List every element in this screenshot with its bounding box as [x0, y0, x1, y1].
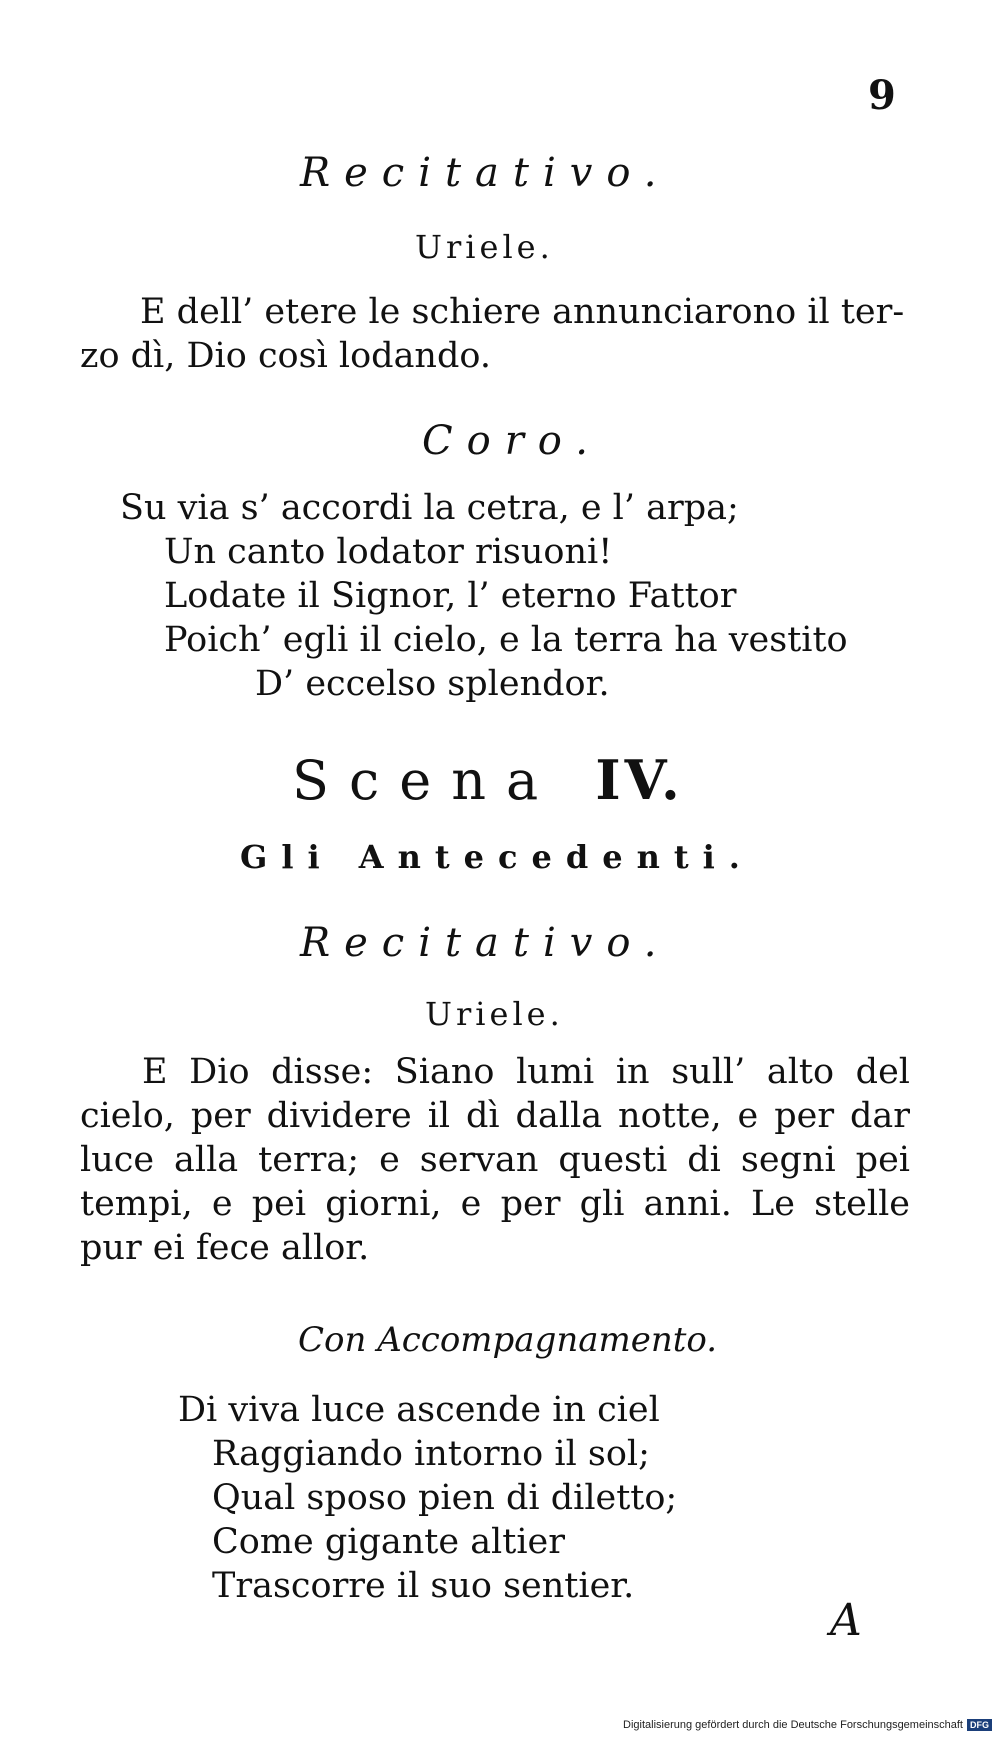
section-heading-recitativo: Recitativo. [300, 150, 671, 196]
section-heading-accompagnamento: Con Accompagnamento. [298, 1320, 718, 1360]
text-line: zo dì, Dio così lodando. [80, 336, 491, 376]
footer-text: Digitalisierung gefördert durch die Deutsche Forschungsgemeinschaft [623, 1719, 963, 1731]
verse-line: Trascorre il suo sentier. [212, 1566, 635, 1606]
section-heading-recitativo: Recitativo. [300, 920, 671, 966]
speaker-name: Uriele. [415, 228, 554, 266]
scene-title-word: Scena [292, 749, 559, 812]
verse-line: Raggiando intorno il sol; [212, 1434, 650, 1474]
page-number: 9 [868, 72, 896, 119]
verse-line: Qual sposo pien di diletto; [212, 1478, 678, 1518]
section-heading-coro: Coro. [422, 418, 602, 464]
dfg-logo: DFG [967, 1719, 992, 1731]
scene-title [292, 748, 684, 812]
verse-line: D’ eccelso splendor. [255, 664, 610, 704]
paragraph-text: E Dio disse: Siano lumi in sull’ alto del cielo, per dividere il dì dalla notte, e per dar luce alla terra; e servan questi di segni pei tempi, e pei giorni, e per gli anni. Le stelle pur ei fece allor. [80, 1052, 910, 1268]
verse-line: Poich’ egli il cielo, e la terra ha vestito [164, 620, 848, 660]
verse-line: Lodate il Signor, l’ eterno Fattor [164, 576, 737, 616]
text-line: E dell’ etere le schiere annunciarono il ter- [140, 292, 905, 332]
scene-subtitle: Gli Antecedenti. [240, 838, 754, 876]
scene-numeral: IV. [595, 748, 684, 812]
verse-line: Di viva luce ascende in ciel [178, 1390, 660, 1430]
digitization-footer [623, 1719, 992, 1731]
signature-mark: A [830, 1595, 862, 1646]
verse-line: Su via s’ accordi la cetra, e l’ arpa; [120, 488, 739, 528]
verse-line: Come gigante altier [212, 1522, 565, 1562]
verse-line: Un canto lodator risuoni! [164, 532, 613, 572]
prose-paragraph [80, 1050, 910, 1270]
speaker-name: Uriele. [425, 995, 564, 1033]
